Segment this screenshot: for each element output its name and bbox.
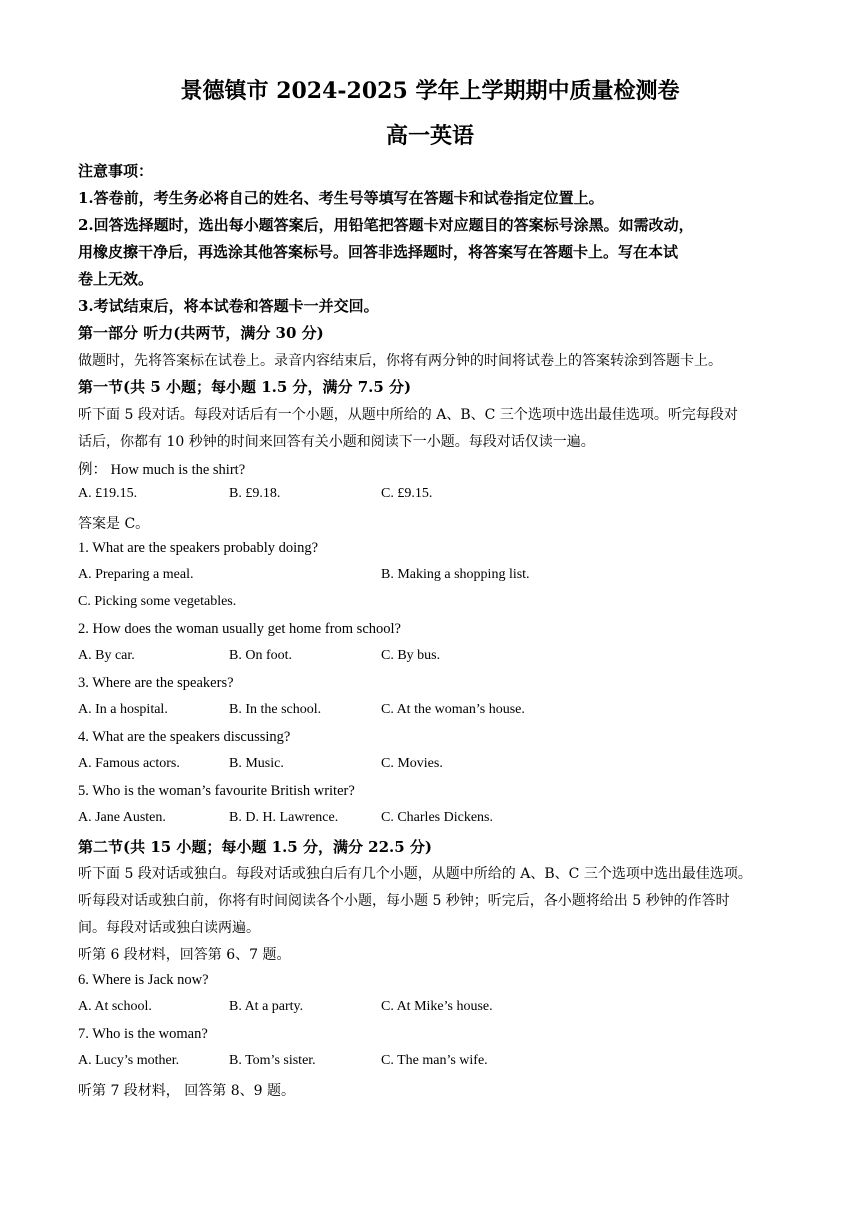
q7-option-c: C. The man’s wife.: [381, 1053, 488, 1068]
q3-option-b: B. In the school.: [229, 702, 322, 717]
notes-heading: 注意事项：: [78, 162, 154, 180]
note-item-2-line-2: 用橡皮擦干净后，再选涂其他答案标号。回答非选择题时，将答案写在答题卡上。写在本试: [78, 243, 679, 261]
material-6-heading: 听第 6 段材料，回答第 6、7 题。: [78, 947, 291, 963]
question-5: 5. Who is the woman’s favourite British writer?: [78, 783, 355, 799]
section1-instruction-line-1: 听下面 5 段对话。每段对话后有一个小题，从题中所给的 A、B、C 三个选项中选出最佳选项。听完每段对: [78, 407, 738, 423]
q1-option-c: C. Picking some vegetables.: [78, 594, 237, 609]
example-answer: 答案是 C。: [78, 516, 150, 532]
q4-option-b: B. Music.: [229, 756, 284, 771]
section2-heading: 第二节(共 15 小题；每小题 1.5 分，满分 22.5 分): [78, 838, 433, 856]
exam-title: 景德镇市 2024-2025 学年上学期期中质量检测卷: [180, 78, 680, 104]
section2-instruction-line-2: 听每段对话或独白前，你将有时间阅读各个小题，每小题 5 秒钟；听完后，各小题将给出 5 秒钟的作答时: [78, 893, 730, 909]
q2-option-b: B. On foot.: [229, 648, 292, 663]
section2-instruction-line-1: 听下面 5 段对话或独白。每段对话或独白后有几个小题，从题中所给的 A、B、C 三个选项中选出最佳选项。: [78, 866, 752, 882]
q4-option-a: A. Famous actors.: [78, 756, 180, 771]
question-2: 2. How does the woman usually get home from school?: [78, 621, 401, 637]
q1-option-b: B. Making a shopping list.: [381, 567, 530, 582]
question-1: 1. What are the speakers probably doing?: [78, 540, 319, 556]
example-option-b: B. £9.18.: [229, 486, 281, 501]
q6-option-c: C. At Mike’s house.: [381, 999, 493, 1014]
part1-instruction: 做题时，先将答案标在试卷上。录音内容结束后，你将有两分钟的时间将试卷上的答案转涂到答题卡上。: [78, 353, 722, 369]
q3-option-c: C. At the woman’s house.: [381, 702, 525, 717]
q4-option-c: C. Movies.: [381, 756, 443, 771]
q7-option-a: A. Lucy’s mother.: [78, 1053, 180, 1068]
example-option-a: A. £19.15.: [78, 486, 138, 501]
section1-heading: 第一节(共 5 小题；每小题 1.5 分，满分 7.5 分): [78, 378, 412, 396]
example-option-c: C. £9.15.: [381, 486, 433, 501]
question-6: 6. Where is Jack now?: [78, 972, 209, 988]
question-7: 7. Who is the woman?: [78, 1026, 208, 1042]
note-item-2-line-3: 卷上无效。: [78, 270, 154, 288]
example-question: 例： How much is the shirt?: [78, 462, 246, 478]
section2-instruction-line-3: 间。每段对话或独白读两遍。: [78, 920, 260, 936]
q2-option-a: A. By car.: [78, 648, 135, 663]
section1-instruction-line-2: 话后，你都有 10 秒钟的时间来回答有关小题和阅读下一小题。每段对话仅读一遍。: [78, 434, 595, 450]
exam-subtitle: 高一英语: [385, 123, 474, 149]
q1-option-a: A. Preparing a meal.: [78, 567, 194, 582]
q7-option-b: B. Tom’s sister.: [229, 1053, 316, 1068]
q5-option-a: A. Jane Austen.: [78, 810, 166, 825]
q3-option-a: A. In a hospital.: [78, 702, 168, 717]
material-7-heading: 听第 7 段材料， 回答第 8、9 题。: [78, 1083, 295, 1099]
q5-option-c: C. Charles Dickens.: [381, 810, 493, 825]
q2-option-c: C. By bus.: [381, 648, 441, 663]
note-item-2-line-1: 2.回答选择题时，选出每小题答案后，用铅笔把答题卡对应题目的答案标号涂黑。如需改动，: [78, 216, 694, 234]
q5-option-b: B. D. H. Lawrence.: [229, 810, 339, 825]
q6-option-b: B. At a party.: [229, 999, 304, 1014]
q6-option-a: A. At school.: [78, 999, 152, 1014]
question-4: 4. What are the speakers discussing?: [78, 729, 291, 745]
part1-heading: 第一部分 听力(共两节，满分 30 分): [78, 324, 324, 342]
note-item-3: 3.考试结束后，将本试卷和答题卡一并交回。: [78, 297, 379, 315]
question-3: 3. Where are the speakers?: [78, 675, 234, 691]
note-item-1: 1.答卷前，考生务必将自己的姓名、考生号等填写在答题卡和试卷指定位置上。: [78, 189, 604, 207]
